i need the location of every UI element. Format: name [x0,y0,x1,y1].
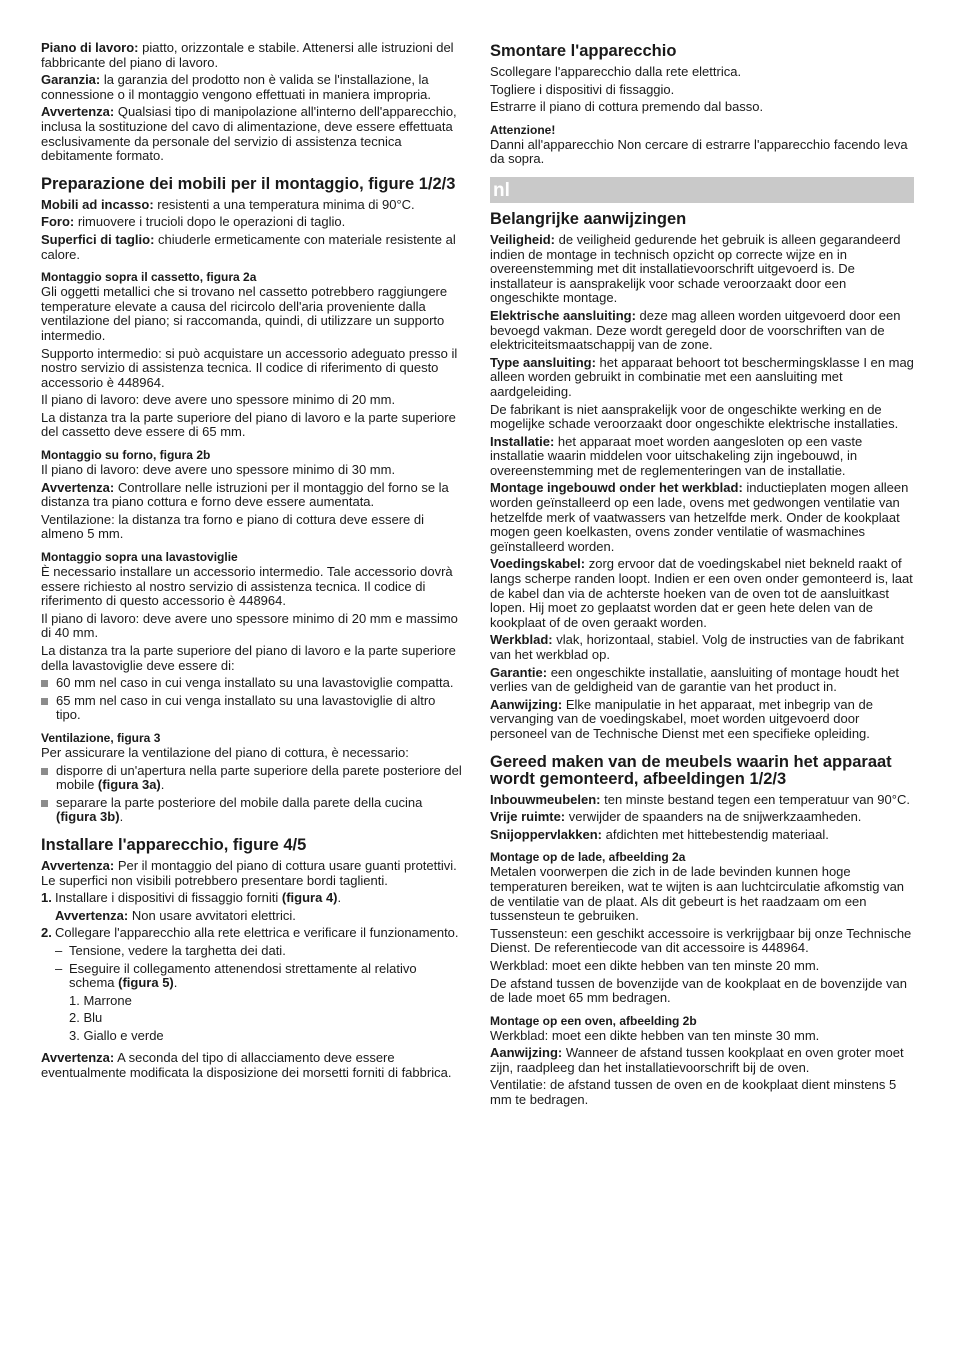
square-bullet-icon [41,680,48,687]
step-1-note: Avvertenza: Non usare avvitatori elettrici. [55,907,296,923]
list-item: 60 mm nel caso in cui venga installato su una lavastoviglie compatta. [41,676,463,691]
paragraph-forno-avvertenza: Avvertenza: Controllare nelle istruzioni per il montaggio del forno se la distanza tra piano cottura e forno deve essere aumentata. [41,479,449,510]
paragraph-snijoppervlakken: Snijoppervlakken: afdichten met hittebestendig materiaal. [490,826,829,842]
paragraph-forno-1: Il piano di lavoro: deve avere uno spessore minimo di 30 mm. [41,462,396,478]
list-item: – Tensione, vedere la targhetta dei dati. [55,942,286,958]
paragraph-cassetto-4: La distanza tra la parte superiore del piano di lavoro e la parte superiore del cassetto deve essere di 65 mm. [41,409,456,440]
paragraph-lavastoviglie-3: La distanza tra la parte superiore del piano di lavoro e la parte superiore della lavastoviglie deve essere di: [41,643,456,673]
step-2: 2. Collegare l'apparecchio alla rete elettrica e verificare il funzionamento. – Tensione, vedere la targhetta dei dati. – Eseguire il collegamento attenendosi strettamente al relativo schema (figura 5). [41,926,463,990]
paragraph-werkblad: Werkblad: vlak, horizontaal, stabiel. Volg de instructies van de fabrikant van het werkblad op. [490,632,904,662]
lavastoviglie-list [41,676,463,723]
paragraph-elektrische: Elektrische aansluiting: deze mag alleen worden uitgevoerd door een bevoegd vakman. Deze wordt geregeld door de voorschriften van de elektriciteitsmaatschappij van de zone. [490,307,901,353]
paragraph-final-avvertenza: Avvertenza: A seconda del tipo di allacciamento deve essere eventualmente modificata la disposizione dei morsetti forniti di fabbrica. [41,1050,452,1081]
square-bullet-icon [41,800,48,807]
paragraph-smontare-3: Estrarre il piano di cottura premendo dal basso. [490,99,764,115]
paragraph-piano-di-lavoro: Piano di lavoro: piatto, orizzontale e stabile. Attenersi alle istruzioni del fabbricante del piano di lavoro. [41,40,454,70]
paragraph-oven-aanwijzing: Aanwijzing: Wanneer de afstand tussen kookplaat en oven groter moet zijn, raadpleeg dan het installatievoorschrift bij de oven. [490,1045,904,1075]
heading-lade: Montage op de lade, afbeelding 2a [490,850,686,865]
heading-oven: Montage op een oven, afbeelding 2b [490,1013,697,1028]
square-bullet-icon [41,698,48,705]
list-item: separare la parte posteriore del mobile dalla parete della cucina (figura 3b). [41,796,463,825]
paragraph-lade-3: Werkblad: moet een dikte hebben van ten minste 20 mm. [490,957,820,973]
paragraph-installare-avvertenza: Avvertenza: Per il montaggio del piano di cottura usare guanti protettivi. Le superfici non visibili potrebbero presentare bordi taglienti. [41,857,457,888]
paragraph-fabrikant: De fabrikant is niet aansprakelijk voor de ongeschikte werking en de mogelijke schade veroorzaakt door ongeschikte elektrische installaties. [490,401,899,432]
paragraph-smontare-2: Togliere i dispositivi di fissaggio. [490,81,675,97]
paragraph-lavastoviglie-1: È necessario installare un accessorio intermedio. Tale accessorio dovrà essere richiesto al nostro servizio di assistenza tecnica. Il codice di riferimento di questo accessorio è 448964. [41,564,453,609]
ventilazione-list [41,764,463,825]
wire-color-item: 3. Giallo e verde [69,1027,164,1043]
heading-ventilazione: Ventilazione, figura 3 [41,730,161,745]
heading-forno: Montaggio su forno, figura 2b [41,448,211,463]
paragraph-veiligheid: Veiligheid: de veiligheid gedurende het gebruik is alleen gegarandeerd indien de montage in technisch opzicht op correcte wijze en in overeenstemming met dit installatievoorschrift uitgevoerd is. De installateur is aansprakelijk voor schade veroorzaakt door een ongeschikte montage. [490,231,901,306]
paragraph-attenzione: Danni all'apparecchio Non cercare di estrarre l'apparecchio facendo leva da sopra. [490,136,908,167]
heading-attenzione: Attenzione! [490,122,556,137]
paragraph-aanwijzing: Aanwijzing: Elke manipulatie in het apparaat, met inbegrip van de vervanging van de voedingskabel, moet worden uitgevoerd door personeel van de Technische Dienst met een specifieke opleiding. [490,696,873,741]
paragraph-lade-4: De afstand tussen de bovenzijde van de kookplaat en de bovenzijde van de lade moet 65 mm bedragen. [490,975,908,1006]
paragraph-garantie: Garantie: een ongeschikte installatie, aansluiting of montage houdt het verlies van de geldigheid van de garantie van het product in. [490,664,900,695]
paragraph-inbouwmeubelen: Inbouwmeubelen: ten minste bestand tegen een temperatuur van 90°C. [490,791,910,807]
paragraph-avvertenza-manipolazione: Avvertenza: Qualsiasi tipo di manipolazione all'interno dell'apparecchio, inclusa la sostituzione del cavo di alimentazione, deve essere effettuata esclusivamente da personale del servizio di assistenza tecnica debitamente formato. [41,104,457,164]
wire-color-item: 1. Marrone [69,992,132,1008]
paragraph-forno-ventilazione: Ventilazione: la distanza tra forno e piano di cottura deve essere di almeno 5 mm. [41,511,425,542]
paragraph-oven-ventilatie: Ventilatie: de afstand tussen de oven en de kookplaat dient minstens 5 mm te bedragen. [490,1077,897,1108]
left-column [41,41,463,1084]
wire-colors-list [69,994,463,1044]
paragraph-garanzia: Garanzia: la garanzia del prodotto non è valida se l'installazione, la connessione o il montaggio vengono effettuati in maniera impropria. [41,72,431,102]
paragraph-installatie: Installatie: het apparaat moet worden aangesloten op een vaste installatie waarin middelen voor uitschakeling zijn ingebouwd, in overeenstemming met de reglementeringen van de installatie. [490,433,863,478]
heading-smontare: Smontare l'apparecchio [490,42,677,60]
list-item: 65 mm nel caso in cui venga installato su una lavastoviglie di altro tipo. [41,694,463,723]
paragraph-lade-1: Metalen voorwerpen die zich in de lade bevinden kunnen hoge temperaturen bereiken, wat te wijten is aan luchtcirculatie afkomstig van de ventilatie van de plaat. Als dit gebeurt is het raadzaam om een tussensteun te gebruiken. [490,864,905,924]
paragraph-cassetto-3: Il piano di lavoro: deve avere uno spessore minimo di 20 mm. [41,392,396,408]
paragraph-lavastoviglie-2: Il piano di lavoro: deve avere uno spessore minimo di 20 mm e massimo di 40 mm. [41,610,458,641]
paragraph-mobili: Mobili ad incasso: resistenti a una temperatura minima di 90°C. [41,196,415,212]
square-bullet-icon [41,768,48,775]
paragraph-voedingskabel: Voedingskabel: zorg ervoor dat de voedingskabel niet bekneld raakt of langs scherpe randen loopt. Indien er een oven onder gemonteerd is, laat de kabel dan via de achterste hoeken van de oven tot de aansluitkast lopen. Hij moet zo geplaatst worden dat er geen hete delen van de kookplaat of de oven geraakt worden. [490,556,913,630]
paragraph-ventilazione: Per assicurare la ventilazione del piano di cottura, è necessario: [41,744,409,760]
install-steps [41,891,463,991]
paragraph-montage: Montage ingebouwd onder het werkblad: inductieplaten mogen alleen worden geïnstalleerd op een lade, ovens met gedwongen ventilatie van hetzelfde merk of vaatwassers van hetzelfde merk. Onder de kookplaat mogen geen koelkasten, ovens zonder ventilatie of wasmachines geïnstalleerd worden. [490,480,909,554]
paragraph-smontare-1: Scollegare l'apparecchio dalla rete elettrica. [490,64,742,79]
paragraph-foro: Foro: rimuovere i trucioli dopo le operazioni di taglio. [41,214,346,230]
paragraph-lade-2: Tussensteun: een geschikt accessoire is verkrijgbaar bij onze Technische Dienst. De referentiecode van dit accessoire is 448964. [490,925,912,956]
right-column [490,41,914,1111]
heading-installare: Installare l'apparecchio, figure 4/5 [41,835,307,854]
list-item: disporre di un'apertura nella parte superiore della parete posteriore del mobile (figura 3a). [41,764,463,793]
step-1: 1. Installare i dispositivi di fissaggio forniti (figura 4). Avvertenza: Non usare avvitatori elettrici. [41,891,463,923]
heading-gereed: Gereed maken van de meubels waarin het apparaat wordt gemonteerd, afbeeldingen 1/2/3 [490,752,892,788]
paragraph-cassetto-2: Supporto intermedio: si può acquistare un accessorio adeguato presso il nostro servizio di assistenza tecnica. Il codice di riferimento di questo accessorio è 448964. [41,345,458,390]
language-bar-nl: nl [490,177,914,203]
heading-lavastoviglie: Montaggio sopra una lavastoviglie [41,550,238,565]
wire-color-item: 2. Blu [69,1010,103,1026]
paragraph-cassetto-1: Gli oggetti metallici che si trovano nel cassetto potrebbero raggiungere temperature elevate a causa del ricircolo dell'aria proveniente dalla ventilazione del piano; si raccomanda, quindi, di utilizzare un supporto intermedio. [41,284,448,343]
paragraph-superfici: Superfici di taglio: chiuderle ermeticamente con materiale resistente al calore. [41,231,456,262]
paragraph-oven-1: Werkblad: moet een dikte hebben van ten minste 30 mm. [490,1027,820,1043]
heading-preparazione: Preparazione dei mobili per il montaggio, figure 1/2/3 [41,174,456,193]
step-2-sublist [55,944,463,991]
heading-cassetto: Montaggio sopra il cassetto, figura 2a [41,270,257,285]
heading-belangrijke: Belangrijke aanwijzingen [490,209,687,228]
paragraph-vrije-ruimte: Vrije ruimte: verwijder de spaanders na de snijwerkzaamheden. [490,809,862,825]
paragraph-type-aansluiting: Type aansluiting: het apparaat behoort tot beschermingsklasse I en mag alleen worden gebruikt in combinatie met een aansluiting met aardgeleiding. [490,354,914,399]
list-item: – Eseguire il collegamento attenendosi strettamente al relativo schema (figura 5). [55,960,417,991]
